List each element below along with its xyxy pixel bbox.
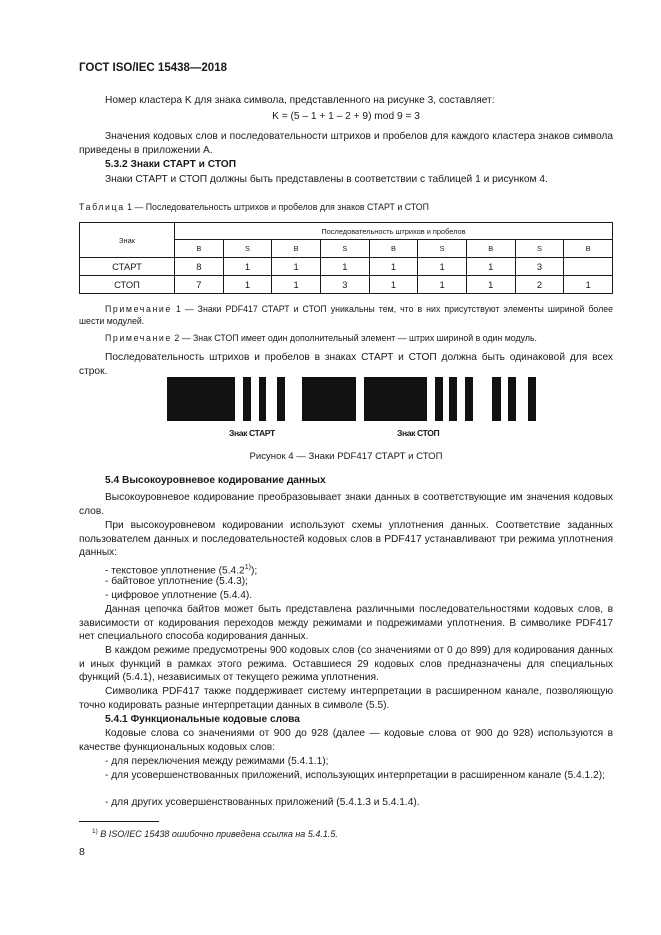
table-cell: 8 [175,258,224,276]
subheader-cell: S [223,240,272,258]
list-item: - цифровое уплотнение (5.4.4). [105,590,253,601]
stop-bar [380,377,388,421]
section-heading-5-3-2: 5.3.2 Знаки СТАРТ и СТОП [105,159,237,170]
table-cell: 1 [418,276,467,294]
list-item: - для переключения между режимами (5.4.1.1); [105,756,329,767]
table-row [80,276,613,294]
subheader-cell: S [320,240,369,258]
subheader-cell: S [515,240,564,258]
formula: K = (5 – 1 + 1 – 2 + 9) mod 9 = 3 [272,111,420,122]
stop-bar [465,377,473,421]
paragraph: Последовательность штрихов и пробелов в знаках СТАРТ и СТОП должна быть одинаковой для всех строк. [79,352,613,377]
row-name: СТОП [80,276,175,294]
list-item: - байтовое уплотнение (5.4.3); [105,576,249,587]
stop-barcode-continued [302,377,540,421]
subheader-cell: B [369,240,418,258]
paragraph: Номер кластера K для знака символа, представленного на рисунке 3, составляет: [105,95,495,106]
start-sign-label: Знак СТАРТ [229,428,275,438]
list-item-text: - текстовое уплотнение (5.4.2 [105,565,245,577]
stop-bar [508,377,516,421]
stop-bar [364,377,372,421]
list-item: - для усовершенствованных приложений, использующих интерпретации в расширенном канале (5.4.1.2); [105,770,605,781]
table-cell: 1 [320,258,369,276]
footnote-separator [79,821,159,822]
stop-bar [492,377,501,421]
table-cell: 1 [272,258,321,276]
note-label: Примечание [105,304,172,314]
stop-bar [302,377,356,421]
start-bar [277,377,285,421]
start-bar [259,377,266,421]
table-cell [564,258,613,276]
table-cell: 3 [515,258,564,276]
paragraph: Кодовые слова со значениями от 900 до 928 (далее — кодовые слова от 900 до 928) используются в качестве функциональных кодовых слов: [79,728,613,753]
footnote-text: В ISO/IEC 15438 ошибочно приведена ссылка на 5.4.1.5. [100,829,338,839]
table-caption-text: 1 — Последовательность штрихов и пробелов для знаков СТАРТ и СТОП [127,202,429,212]
column-header-sign: Знак [80,223,175,258]
paragraph: При высокоуровневом кодировании используют схемы уплотнения данных. Соответствие заданных пользователем данных и последовательностей кодовых слов в PDF417 устанавливают три режима уплотнения данных: [79,520,613,559]
table-cell: 3 [320,276,369,294]
paragraph: Высокоуровневое кодирование преобразовывает знаки данных в соответствующие им значения кодовых слов. [79,492,613,517]
document-header: ГОСТ ISO/IEC 15438—2018 [79,62,227,74]
footnote [92,828,338,839]
list-item-end: ); [250,565,258,577]
table-cell: 2 [515,276,564,294]
paragraph: В каждом режиме предусмотрены 900 кодовых слов (со значениями от 0 до 899) для кодирования данных и иных функций в рамках этого режима. Оставшиеся 29 кодовых слов предназначены для специальных функций (5.4.1), независимых от текущего режима уплотнения. [79,645,613,684]
paragraph: Знаки СТАРТ и СТОП должны быть представлены в соответствии с таблицей 1 и рисунком 4. [105,174,548,185]
table-cell: 1 [272,276,321,294]
stop-bar [528,377,536,421]
table-cell: 1 [223,258,272,276]
table-1 [79,222,613,294]
column-header-sequence: Последовательность штрихов и пробелов [175,223,613,240]
footnote-ref: 1) [244,564,251,571]
figure-caption: Рисунок 4 — Знаки PDF417 СТАРТ и СТОП [249,451,443,462]
note-1 [79,303,613,327]
section-heading-5-4-1: 5.4.1 Функциональные кодовые слова [105,714,300,725]
start-bar [167,377,235,421]
subheader-cell: S [418,240,467,258]
table-caption-label: Таблица [79,202,125,212]
footnote-mark: 1) [92,828,98,835]
note-text: 1 — Знаки PDF417 СТАРТ и СТОП уникальны тем, что в них присутствуют элементы шириной более шести модулей. [79,304,613,326]
paragraph: Значения кодовых слов и последовательности штрихов и пробелов для каждого кластера знаков символа приведены в приложении А. [79,131,613,156]
table-cell: 7 [175,276,224,294]
row-name: СТАРТ [80,258,175,276]
subheader-cell: B [466,240,515,258]
note-2 [79,332,613,344]
note-text: 2 — Знак СТОП имеет один дополнительный элемент — штрих шириной в один модуль. [174,333,537,343]
page-number: 8 [79,846,85,858]
table-cell: 1 [466,276,515,294]
table-cell: 1 [369,276,418,294]
list-item: - для других усовершенствованных приложений (5.4.1.3 и 5.4.1.4). [105,797,420,808]
start-bar [243,377,251,421]
table-cell: 1 [466,258,515,276]
paragraph: Данная цепочка байтов может быть представлена различными последовательностями кодовых слов, в зависимости от кодирования переходов между режимами и подрежимами уплотнения. В символике PDF417 нет специального способа кодирования данных. [79,604,613,643]
table-row [80,258,613,276]
note-label: Примечание [105,333,172,343]
table-cell: 1 [418,258,467,276]
stop-sign-label: Знак СТОП [397,428,440,438]
section-heading-5-4: 5.4 Высокоуровневое кодирование данных [105,475,326,486]
paragraph: Символика PDF417 также поддерживает систему интерпретации в расширенном канале, позволяющую точно кодировать разные интерпретации данных в символе (5.5). [79,686,613,711]
subheader-cell: B [272,240,321,258]
table-cell: 1 [369,258,418,276]
table-caption [79,201,613,213]
subheader-cell: B [564,240,613,258]
table-cell: 1 [223,276,272,294]
subheader-cell: B [175,240,224,258]
table-cell: 1 [564,276,613,294]
